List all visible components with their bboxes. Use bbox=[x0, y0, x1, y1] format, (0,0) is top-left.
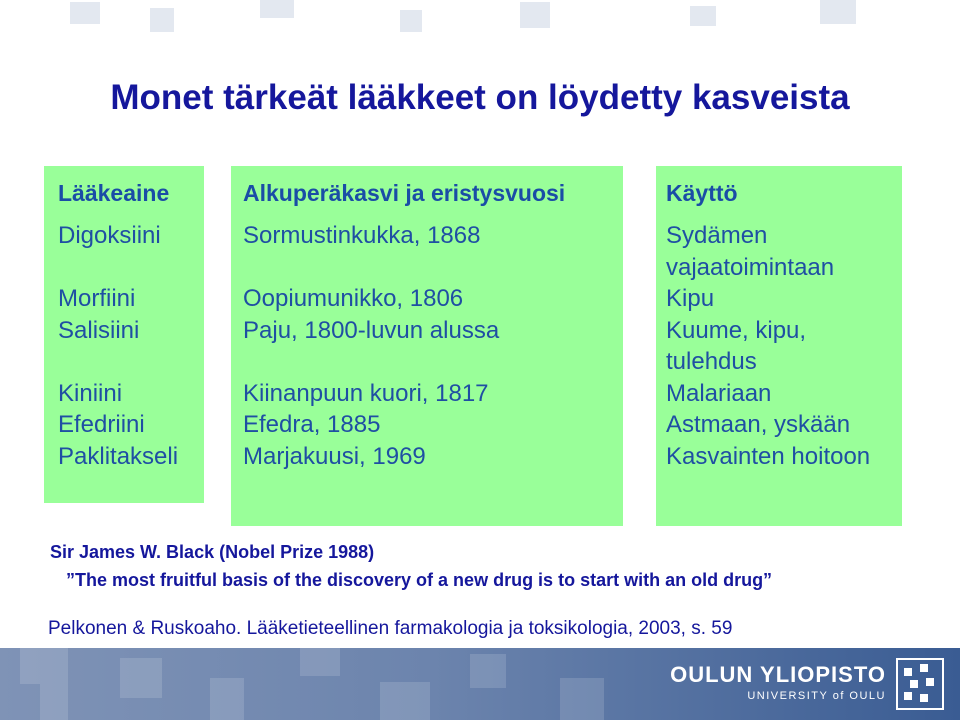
use-text: Kasvainten hoitoon bbox=[666, 442, 871, 470]
university-logo bbox=[670, 662, 886, 702]
drug-name: Kiniini bbox=[58, 379, 123, 407]
source-plant: Oopiumunikko, 1806 bbox=[243, 285, 464, 312]
quote-block bbox=[50, 538, 930, 594]
logo-name: OULUN YLIOPISTO bbox=[670, 662, 886, 687]
drug-name: Efedriini bbox=[58, 411, 145, 438]
drug-name: Digoksiini bbox=[58, 222, 161, 249]
drug-column-header: Lääkeaine bbox=[58, 180, 170, 206]
use-text: Sydämen bbox=[666, 222, 768, 249]
use-column-header: Käyttö bbox=[666, 180, 738, 206]
logo-subtitle: UNIVERSITY of OULU bbox=[747, 690, 886, 702]
quote-author: Sir James W. Black (Nobel Prize 1988) bbox=[50, 542, 375, 562]
reference: Pelkonen & Ruskoaho. Lääketieteellinen farmakologia ja toksikologia, 2003, s. 59 bbox=[48, 618, 733, 639]
source-plant: Sormustinkukka, 1868 bbox=[243, 222, 481, 249]
use-text: Malariaan bbox=[666, 379, 772, 407]
source-column-header: Alkuperäkasvi ja eristysvuosi bbox=[243, 180, 566, 206]
source-plant bbox=[243, 346, 623, 378]
university-crest-icon bbox=[896, 658, 944, 710]
drug-name bbox=[58, 346, 204, 378]
source-plant bbox=[243, 252, 623, 284]
drug-name: Salisiini bbox=[58, 316, 140, 344]
use-column bbox=[656, 166, 902, 526]
drug-name bbox=[58, 252, 204, 284]
footer-band bbox=[0, 648, 960, 720]
use-text: Kuume, kipu, bbox=[666, 316, 807, 344]
source-column bbox=[231, 166, 623, 526]
use-text: vajaatoimintaan bbox=[666, 253, 835, 281]
use-text: Astmaan, yskään bbox=[666, 411, 851, 438]
drug-column bbox=[44, 166, 204, 503]
top-decoration-band bbox=[0, 0, 960, 36]
use-text: Kipu bbox=[666, 285, 715, 312]
source-plant: Marjakuusi, 1969 bbox=[243, 442, 426, 470]
source-plant: Efedra, 1885 bbox=[243, 411, 381, 438]
source-plant: Kiinanpuun kuori, 1817 bbox=[243, 379, 489, 407]
slide-title: Monet tärkeät lääkkeet on löydetty kasveista bbox=[110, 78, 850, 117]
source-plant: Paju, 1800-luvun alussa bbox=[243, 316, 500, 344]
drug-name: Paklitakseli bbox=[58, 442, 179, 470]
drug-name: Morfiini bbox=[58, 285, 136, 312]
use-text: tulehdus bbox=[666, 348, 757, 375]
quote-text: ”The most fruitful basis of the discovery of a new drug is to start with an old drug” bbox=[66, 570, 773, 590]
